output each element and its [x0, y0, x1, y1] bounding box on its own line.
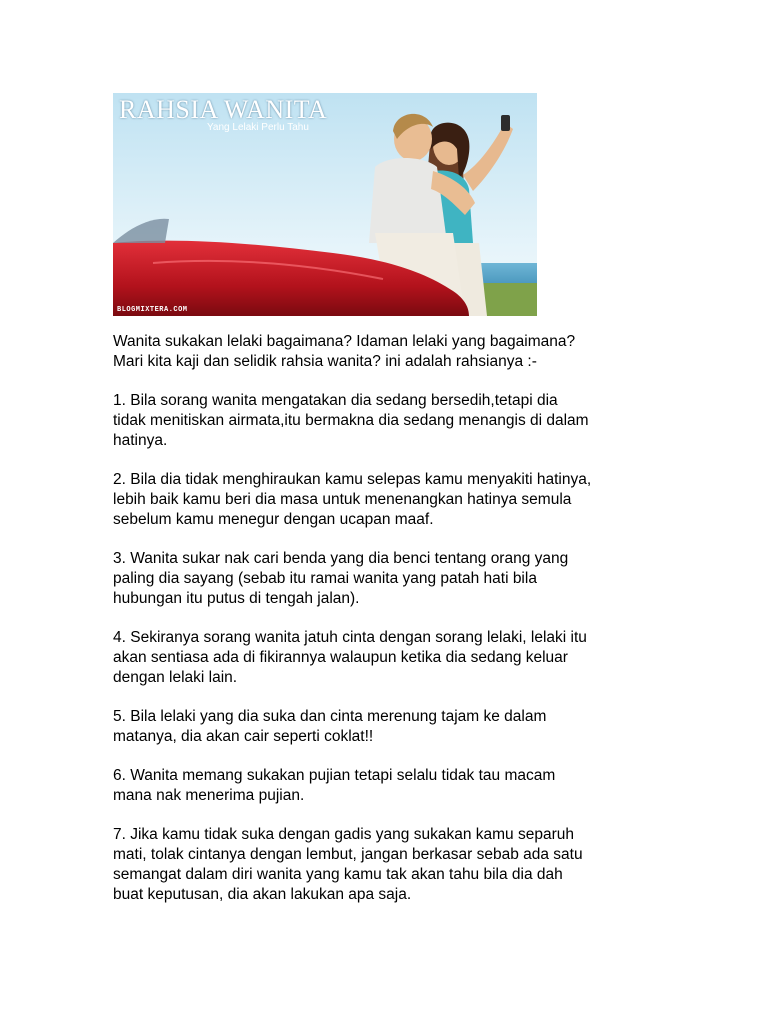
banner-watermark: BLOGMIXTERA.COM: [117, 306, 188, 314]
point-line: sebelum kamu menegur dengan ucapan maaf.: [113, 511, 434, 528]
point-5: [113, 707, 673, 747]
point-line: mati, tolak cintanya dengan lembut, jangan berkasar sebab ada satu: [113, 846, 583, 863]
banner-title: RAHSIA WANITA: [119, 95, 328, 124]
point-line: 7. Jika kamu tidak suka dengan gadis yang sukakan kamu separuh: [113, 826, 574, 843]
intro-line: Mari kita kaji dan selidik rahsia wanita? ini adalah rahsianya :-: [113, 353, 537, 370]
point-line: lebih baik kamu beri dia masa untuk menenangkan hatinya semula: [113, 491, 572, 508]
banner-subtitle: Yang Lelaki Perlu Tahu: [207, 122, 309, 133]
point-7: [113, 825, 673, 905]
banner-photo: [113, 93, 537, 316]
point-2: [113, 470, 673, 530]
point-1: [113, 391, 673, 451]
point-line: 3. Wanita sukar nak cari benda yang dia benci tentang orang yang: [113, 550, 569, 567]
point-line: akan sentiasa ada di fikirannya walaupun ketika dia sedang keluar: [113, 649, 568, 666]
point-4: [113, 628, 673, 688]
banner-image: [113, 93, 537, 316]
point-line: 4. Sekiranya sorang wanita jatuh cinta dengan sorang lelaki, lelaki itu: [113, 629, 587, 646]
intro-line: Wanita sukakan lelaki bagaimana? Idaman lelaki yang bagaimana?: [113, 333, 576, 350]
point-line: paling dia sayang (sebab itu ramai wanita yang patah hati bila: [113, 570, 537, 587]
point-line: tidak menitiskan airmata,itu bermakna dia sedang menangis di dalam: [113, 412, 589, 429]
article-body: [113, 332, 673, 924]
point-line: matanya, dia akan cair seperti coklat!!: [113, 728, 374, 745]
point-line: 6. Wanita memang sukakan pujian tetapi selalu tidak tau macam: [113, 767, 556, 784]
point-line: hubungan itu putus di tengah jalan).: [113, 590, 360, 607]
point-6: [113, 766, 673, 806]
point-line: 1. Bila sorang wanita mengatakan dia sedang bersedih,tetapi dia: [113, 392, 558, 409]
point-line: mana nak menerima pujian.: [113, 787, 305, 804]
point-line: semangat dalam diri wanita yang kamu tak akan tahu bila dia dah: [113, 866, 563, 883]
point-3: [113, 549, 673, 609]
point-line: dengan lelaki lain.: [113, 669, 238, 686]
point-line: 2. Bila dia tidak menghiraukan kamu selepas kamu menyakiti hatinya,: [113, 471, 592, 488]
point-line: 5. Bila lelaki yang dia suka dan cinta merenung tajam ke dalam: [113, 708, 547, 725]
point-line: hatinya.: [113, 432, 168, 449]
intro-paragraph: [113, 332, 673, 372]
point-line: buat keputusan, dia akan lakukan apa saja.: [113, 886, 412, 903]
